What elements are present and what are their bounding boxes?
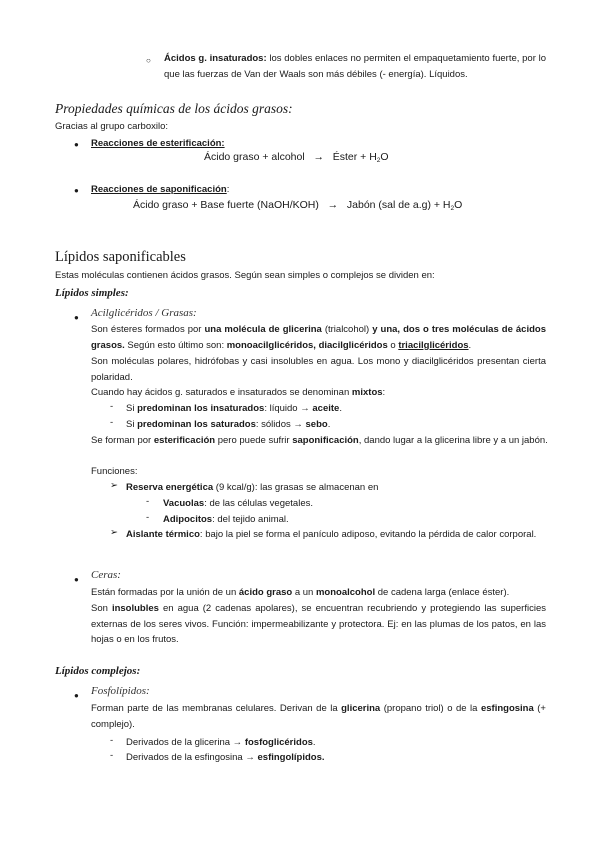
reserva-vacuolas: Vacuolas: de las células vegetales. (163, 498, 313, 509)
funciones-label: Funciones: (91, 466, 138, 477)
funcion-aislante: Aislante térmico: bajo la piel se forma el panículo adiposo, evitando la pérdida de calor corporal. (126, 529, 537, 540)
ceras-title: Ceras: (91, 569, 121, 581)
arrowhead-bullet-icon: ➢ (110, 527, 118, 538)
saponificacion-equation: Ácido graso + Base fuerte (NaOH/KOH) → Jabón (sal de $a.g) + H_2O$ (133, 199, 463, 212)
saponificables-heading: Lípidos saponificables (55, 249, 186, 265)
ceras-paragraph-1: Están formadas por la unión de un ácido graso a un monoalcohol de cadena larga (enlace éster). (91, 587, 510, 598)
bullet-icon: ● (74, 691, 79, 700)
complejos-heading: Lípidos complejos: (55, 665, 141, 677)
acilgliceridos-paragraph-1: Son ésteres formados por una molécula de glicerina (trialcohol) y una, dos o tres moléculas de ácidos grasos. Según esto último son: monoacilglicéridos, diacilglicéridos o triacilglicéridos. (91, 324, 546, 351)
quimicas-heading: Propiedades químicas de los ácidos grasos: (55, 101, 293, 116)
dash-icon: - (146, 512, 150, 523)
esterificacion-label: Reacciones de esterificación: (91, 138, 225, 149)
mixto-item-saturados: Si predominan los saturados: sólidos → sebo. (126, 419, 331, 430)
insaturados-paragraph: Ácidos g. insaturados: los dobles enlaces no permiten el empaquetamiento fuerte, por lo que las fuerzas de Van der Waals son más débiles (- energía). Líquidos. (164, 53, 546, 80)
funcion-reserva: Reserva energética (9 kcal/g): las grasas se almacenan en (126, 482, 379, 493)
simples-heading: Lípidos simples: (55, 287, 129, 299)
dash-icon: - (110, 735, 114, 746)
esterificacion-equation: Ácido graso + alcohol → Éster + $H_2O$ (204, 151, 389, 164)
reserva-adipocitos: Adipocitos: del tejido animal. (163, 514, 289, 525)
acilgliceridos-title: Acilglicéridos / Grasas: (91, 307, 197, 319)
esterificacion-paragraph: Se forman por esterificación pero puede sufrir saponificación, dando lugar a la glicerina libre y a un jabón. (91, 435, 548, 446)
dash-icon: - (110, 417, 114, 428)
bullet-icon: ● (74, 140, 79, 149)
dash-icon: - (146, 496, 150, 507)
bullet-icon: ● (74, 186, 79, 195)
derivado-glicerina: Derivados de la glicerina → fosfoglicéridos. (126, 737, 316, 748)
circle-bullet-icon: ○ (146, 56, 151, 65)
fosfolipidos-title: Fosfolípidos: (91, 685, 150, 697)
derivado-esfingosina: Derivados de la esfingosina → esfingolípidos. (126, 752, 325, 763)
quimicas-intro: Gracias al grupo carboxilo: (55, 121, 168, 132)
arrowhead-bullet-icon: ➢ (110, 480, 118, 491)
ceras-paragraph-2: Son insolubles en agua (2 cadenas apolares), se encuentran recubriendo y protegiendo las superficies externas de los seres vivos. Función: impermeabilizante y protectora. Ej: en las plumas de los patos, en las hojas o en los frutos. (91, 603, 546, 646)
bullet-icon: ● (74, 313, 79, 322)
bullet-icon: ● (74, 575, 79, 584)
dash-icon: - (110, 401, 114, 412)
acilgliceridos-paragraph-2: Son moléculas polares, hidrófobas y casi insolubles en agua. Los mono y diacilglicéridos presentan cierta polaridad. (91, 356, 546, 383)
mixto-item-insaturados: Si predominan los insaturados: líquido → aceite. (126, 403, 342, 414)
mixtos-paragraph: Cuando hay ácidos g. saturados e insaturados se denominan mixtos: (91, 387, 386, 398)
fosfolipidos-paragraph: Forman parte de las membranas celulares. Derivan de la glicerina (propano triol) o de la esfingosina (+ complejo). (91, 703, 546, 730)
dash-icon: - (110, 750, 114, 761)
saponificacion-label: Reacciones de saponificación: (91, 184, 230, 195)
saponificables-intro: Estas moléculas contienen ácidos grasos. Según sean simples o complejos se dividen en: (55, 270, 435, 281)
